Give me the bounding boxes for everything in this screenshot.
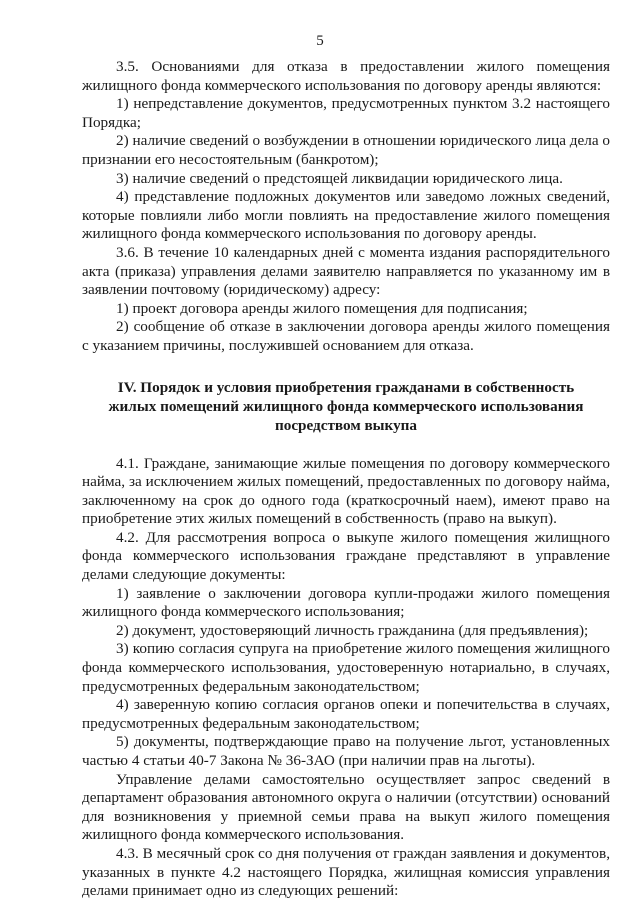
list-item-4-2-5: 5) документы, подтверждающие право на получение льгот, установленных частью 4 статьи 40-7 Закона № 36-ЗАО (при наличии прав на льготы). <box>82 733 610 769</box>
list-item-3-6-2: 2) сообщение об отказе в заключении договора аренды жилого помещения с указанием причины, послужившей основанием для отказа. <box>82 318 610 354</box>
list-item-4-2-1: 1) заявление о заключении договора купли-продажи жилого помещения жилищного фонда коммерческого использования; <box>82 584 610 621</box>
page-number: 5 <box>316 33 324 49</box>
paragraph-3-5: 3.5. Основаниями для отказа в предоставлении жилого помещения жилищного фонда коммерческого использования по договору аренды являются: <box>82 58 610 94</box>
section-3-paragraphs <box>82 58 610 356</box>
list-item-3-5-4: 4) представление подложных документов или заведомо ложных сведений, которые повлияли либо могли повлиять на предоставление жилого помещения жилищного фонда коммерческого использования по договору аренды. <box>82 188 610 243</box>
list-item-3-6-1: 1) проект договора аренды жилого помещения для подписания; <box>116 299 528 317</box>
paragraph-4-3: 4.3. В месячный срок со дня получения от граждан заявления и документов, указанных в пункте 4.2 настоящего Порядка, жилищная комиссия управления делами принимает одно из следующих решений: <box>82 844 610 900</box>
list-item-4-2-3: 3) копию согласия супруга на приобретение жилого помещения жилищного фонда коммерческого использования, удостоверенную нотариально, в случаях, предусмотренных федеральным законодательством; <box>82 640 610 695</box>
document-body <box>82 58 610 901</box>
list-item-3-5-1: 1) непредставление документов, предусмотренных пунктом 3.2 настоящего Порядка; <box>82 95 610 131</box>
heading-line-3: посредством выкупа <box>274 416 418 434</box>
heading-line-2: жилых помещений жилищного фонда коммерческого использования <box>108 397 584 415</box>
section-4-heading <box>82 378 610 435</box>
list-item-4-2-2: 2) документ, удостоверяющий личность гражданина (для предъявления); <box>116 621 589 639</box>
paragraph-3-6: 3.6. В течение 10 календарных дней с момента издания распорядительного акта (приказа) управления делами заявителю направляется по указанному им в заявлении почтовому (юридическому) адресу: <box>82 243 610 299</box>
heading-line-1: IV. Порядок и условия приобретения гражданами в собственность <box>117 378 575 396</box>
paragraph-4-2: 4.2. Для рассмотрения вопроса о выкупе жилого помещения жилищного фонда коммерческого использования граждане представляют в управление делами следующие документы: <box>82 528 610 584</box>
paragraph-4-1: 4.1. Граждане, занимающие жилые помещения по договору коммерческого найма, за исключением жилых помещений, предоставленных по договору найма, заключенному на срок до одного года (краткосрочный наем), имеют право на приобретение этих жилых помещений в собственность (право на выкуп). <box>82 454 610 528</box>
list-item-3-5-3: 3) наличие сведений о предстоящей ликвидации юридического лица. <box>116 169 563 187</box>
section-4-paragraphs <box>82 455 610 901</box>
list-item-3-5-2: 2) наличие сведений о возбуждении в отношении юридического лица дела о признании его несостоятельным (банкротом); <box>82 132 610 168</box>
paragraph-4-2-note: Управление делами самостоятельно осуществляет запрос сведений в департамент образования автономного округа о наличии (отсутствии) оснований для возникновения у приемной семьи права на выкуп жилого помещения жилищного фонда коммерческого использования. <box>82 770 610 844</box>
list-item-4-2-4: 4) заверенную копию согласия органов опеки и попечительства в случаях, предусмотренных федеральным законодательством; <box>82 696 610 732</box>
